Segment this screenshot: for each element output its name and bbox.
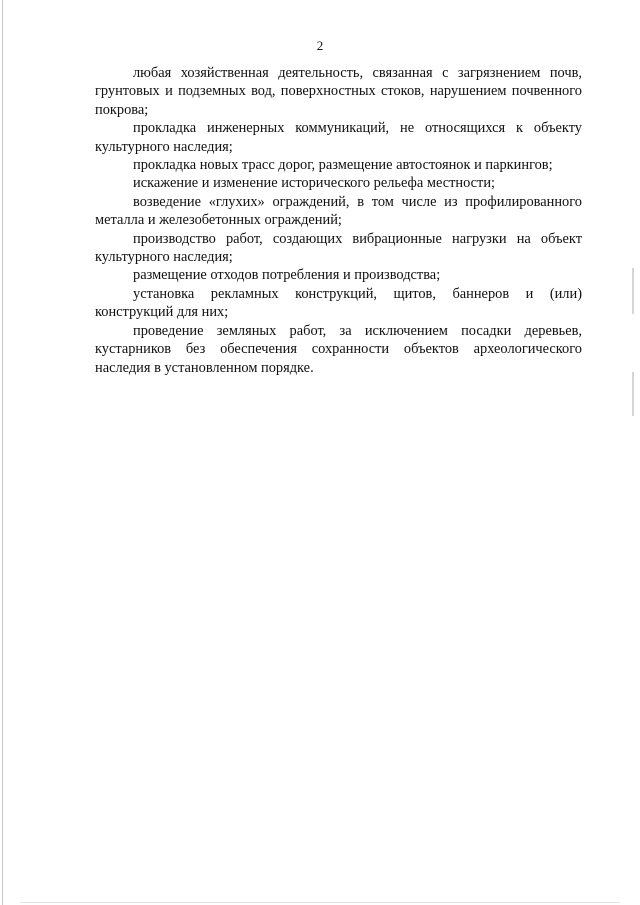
document-body — [95, 64, 582, 377]
list-item: производство работ, создающих вибрационные нагрузки на объект культурного наследия; — [95, 230, 582, 266]
scan-edge — [2, 0, 3, 905]
list-item: прокладка инженерных коммуникаций, не относящихся к объекту культурного наследия; — [95, 120, 582, 155]
scan-edge — [20, 902, 620, 903]
list-item: размещение отходов потребления и производства; — [133, 267, 441, 284]
page-number: 2 — [316, 38, 324, 53]
list-item: установка рекламных конструкций, щитов, баннеров и (или) конструкций для них; — [95, 285, 582, 321]
scan-mark — [632, 372, 634, 416]
list-item: прокладка новых трасс дорог, размещение автостоянок и паркингов; — [133, 157, 553, 174]
list-item: проведение земляных работ, за исключением посадки деревьев, кустарников без обеспечения сохранности объектов археологического наследия в установленном порядке. — [95, 322, 582, 376]
scan-mark — [632, 268, 634, 314]
list-item: любая хозяйственная деятельность, связанная с загрязнением почв, грунтовых и подземных вод, поверхностных стоков, нарушением почвенного покрова; — [95, 65, 582, 118]
list-item: искажение и изменение исторического рельефа местности; — [133, 175, 496, 192]
list-item: возведение «глухих» ограждений, в том числе из профилированного металла и железобетонных ограждений; — [95, 193, 582, 229]
